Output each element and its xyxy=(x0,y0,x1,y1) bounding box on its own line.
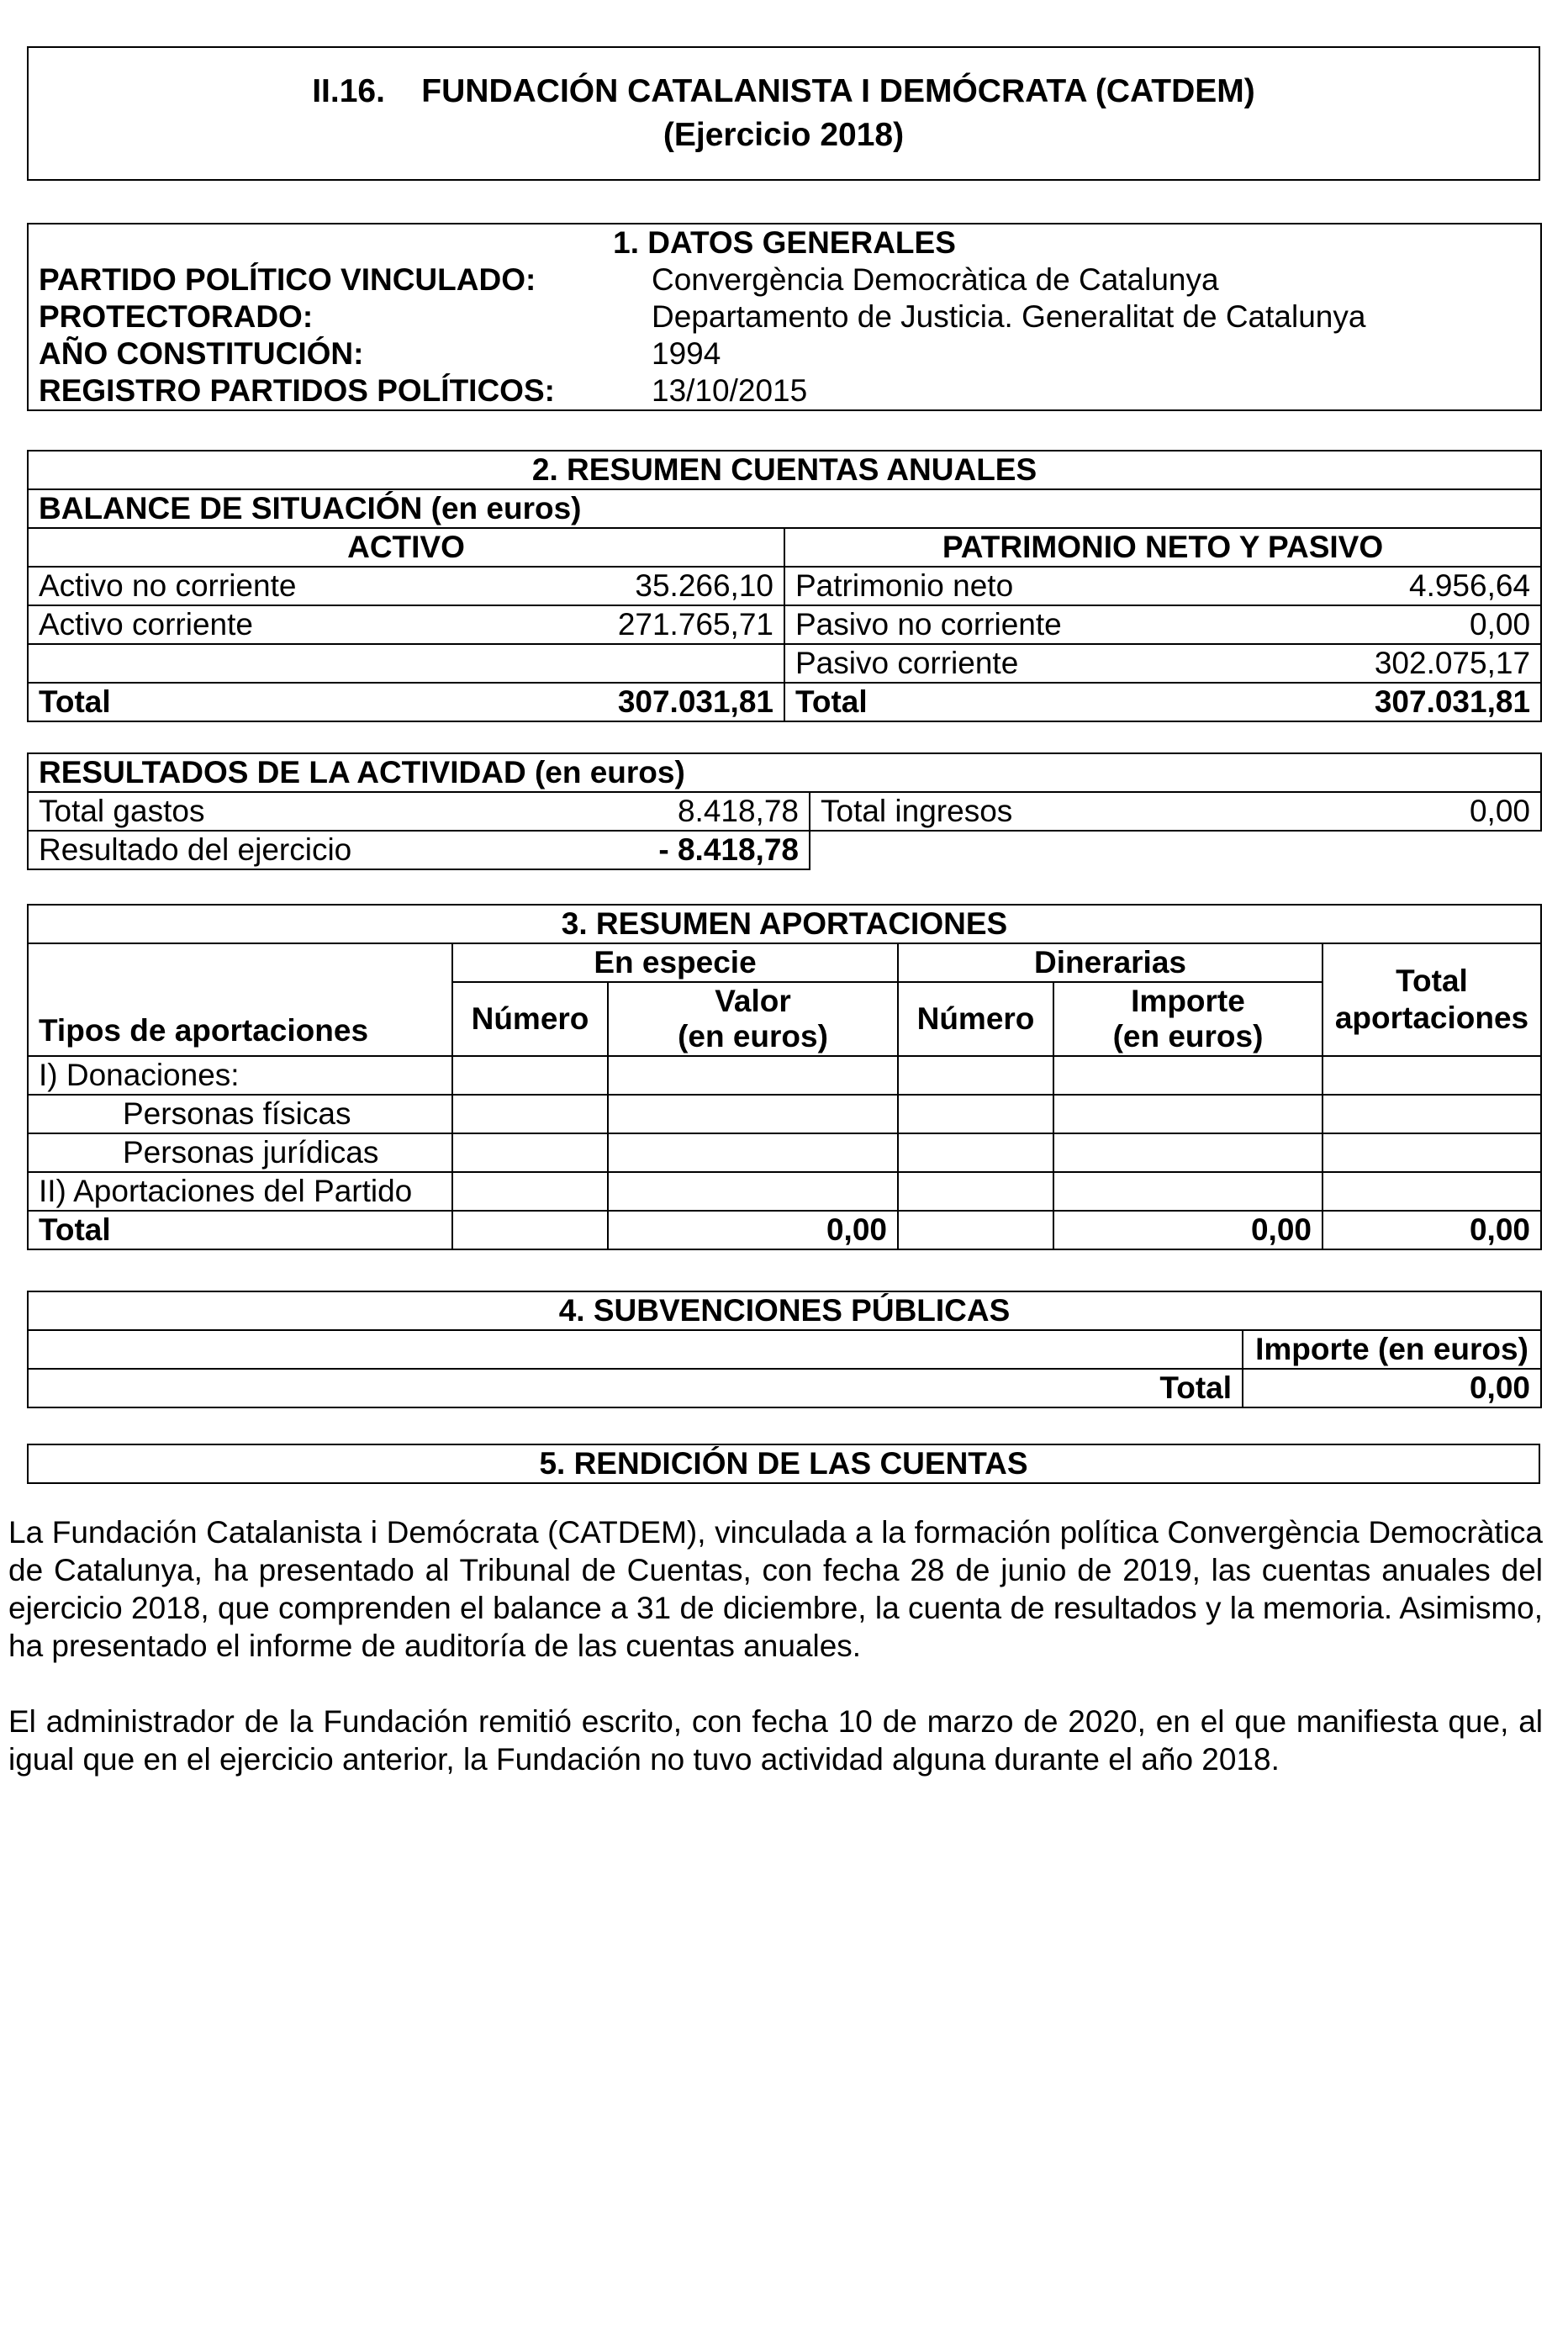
resumen-cuentas-heading: 2. RESUMEN CUENTAS ANUALES xyxy=(28,451,1541,489)
numero-dinerarias-header: Número xyxy=(898,982,1053,1056)
pasivo-label: Pasivo no corriente xyxy=(784,605,1222,644)
protectorado-value: Departamento de Justicia. Generalitat de Catalunya xyxy=(641,298,1541,335)
aportaciones-heading: 3. RESUMEN APORTACIONES xyxy=(28,905,1541,943)
total-pasivo-value: 307.031,81 xyxy=(1222,683,1541,721)
total-aportaciones-header xyxy=(1323,943,1541,1056)
total-activo-label: Total xyxy=(28,683,465,721)
datos-generales-table xyxy=(27,223,1542,411)
activo-value: 35.266,10 xyxy=(465,567,784,605)
rendicion-heading: 5. RENDICIÓN DE LAS CUENTAS xyxy=(28,1444,1539,1483)
tipos-header: Tipos de aportaciones xyxy=(28,943,452,1056)
gastos-label: Total gastos xyxy=(28,792,465,831)
activo-value xyxy=(465,644,784,683)
table-row xyxy=(28,1056,1541,1095)
total-aportaciones-value: 0,00 xyxy=(1323,1211,1541,1249)
table-row xyxy=(28,1133,1541,1172)
numero-especie-header: Número xyxy=(452,982,608,1056)
aportaciones-table xyxy=(27,904,1542,1250)
total-aportaciones-line2: aportaciones xyxy=(1334,1001,1529,1035)
pasivo-label: Patrimonio neto xyxy=(784,567,1222,605)
resultado-label: Resultado del ejercicio xyxy=(28,831,465,869)
subvenciones-table xyxy=(27,1291,1542,1408)
total-row xyxy=(28,683,1541,721)
partido-label: PARTIDO POLÍTICO VINCULADO: xyxy=(28,261,641,298)
importe-header xyxy=(1053,982,1323,1056)
row-label: Personas físicas xyxy=(28,1095,452,1133)
subvenciones-heading: 4. SUBVENCIONES PÚBLICAS xyxy=(28,1291,1541,1330)
table-row xyxy=(28,644,1541,683)
document-title xyxy=(29,73,1539,110)
document-subtitle: (Ejercicio 2018) xyxy=(663,117,905,153)
table-row xyxy=(28,1172,1541,1211)
subvenciones-total-label: Total xyxy=(28,1369,1243,1407)
balance-table xyxy=(27,450,1542,722)
pasivo-value: 302.075,17 xyxy=(1222,644,1541,683)
protectorado-label: PROTECTORADO: xyxy=(28,298,641,335)
dinerarias-header: Dinerarias xyxy=(898,943,1323,982)
constitucion-label: AÑO CONSTITUCIÓN: xyxy=(28,335,641,372)
empty-cell xyxy=(810,831,1541,869)
total-row xyxy=(28,1211,1541,1249)
importe-line1: Importe xyxy=(1131,984,1245,1018)
resultados-title: RESULTADOS DE LA ACTIVIDAD (en euros) xyxy=(28,753,1541,792)
importe-euros-header: Importe (en euros) xyxy=(1243,1330,1541,1369)
valor-line1: Valor xyxy=(715,984,791,1018)
pasivo-label: Pasivo corriente xyxy=(784,644,1222,683)
rendicion-table xyxy=(27,1444,1540,1484)
activo-label: Activo corriente xyxy=(28,605,465,644)
subvenciones-total-value: 0,00 xyxy=(1243,1369,1541,1407)
registro-value: 13/10/2015 xyxy=(641,372,1541,410)
en-especie-header: En especie xyxy=(452,943,898,982)
datos-generales-heading: 1. DATOS GENERALES xyxy=(28,224,1541,261)
total-label: Total xyxy=(28,1211,452,1249)
activo-label: Activo no corriente xyxy=(28,567,465,605)
row-label: I) Donaciones: xyxy=(28,1056,452,1095)
registro-label: REGISTRO PARTIDOS POLÍTICOS: xyxy=(28,372,641,410)
pasivo-value: 4.956,64 xyxy=(1222,567,1541,605)
document-title-box xyxy=(27,46,1540,181)
resultados-table xyxy=(27,752,1542,870)
importe-line2: (en euros) xyxy=(1112,1019,1264,1053)
table-row xyxy=(28,605,1541,644)
row-label: Personas jurídicas xyxy=(28,1133,452,1172)
rendicion-text xyxy=(8,1513,1543,1816)
foundation-name: FUNDACIÓN CATALANISTA I DEMÓCRATA (CATDEM) xyxy=(421,73,1255,109)
partido-value: Convergència Democràtica de Catalunya xyxy=(641,261,1541,298)
total-importe: 0,00 xyxy=(1053,1211,1323,1249)
activo-label xyxy=(28,644,465,683)
section-code: II.16. xyxy=(312,73,385,109)
pasivo-header: PATRIMONIO NETO Y PASIVO xyxy=(784,528,1541,567)
ingresos-label: Total ingresos xyxy=(810,792,1247,831)
total-aportaciones-line1: Total xyxy=(1396,964,1468,998)
balance-title: BALANCE DE SITUACIÓN (en euros) xyxy=(28,489,1541,528)
activo-header: ACTIVO xyxy=(28,528,784,567)
ingresos-value: 0,00 xyxy=(1247,792,1541,831)
total-pasivo-label: Total xyxy=(784,683,1222,721)
activo-value: 271.765,71 xyxy=(465,605,784,644)
resultado-value: - 8.418,78 xyxy=(465,831,810,869)
paragraph: El administrador de la Fundación remitió escrito, con fecha 10 de marzo de 2020, en el que manifiesta que, al igual que en el ejercicio anterior, la Fundación no tuvo actividad alguna durante el año 2018. xyxy=(8,1704,1543,1777)
paragraph: La Fundación Catalanista i Demócrata (CATDEM), vinculada a la formación política Convergència Democràtica de Catalunya, ha presentado al Tribunal de Cuentas, con fecha 28 de junio de 2019, las cuentas anuales del ejercicio 2018, que comprenden el balance a 31 de diciembre, la cuenta de resultados y la memoria. Asimismo, ha presentado el informe de auditoría de las cuentas anuales. xyxy=(8,1515,1543,1663)
empty-cell xyxy=(28,1330,1243,1369)
pasivo-value: 0,00 xyxy=(1222,605,1541,644)
row-label: II) Aportaciones del Partido xyxy=(28,1172,452,1211)
total-valor: 0,00 xyxy=(608,1211,898,1249)
table-row xyxy=(28,567,1541,605)
valor-header xyxy=(608,982,898,1056)
gastos-value: 8.418,78 xyxy=(465,792,810,831)
constitucion-value: 1994 xyxy=(641,335,1541,372)
valor-line2: (en euros) xyxy=(678,1019,828,1053)
table-row xyxy=(28,1095,1541,1133)
total-activo-value: 307.031,81 xyxy=(465,683,784,721)
